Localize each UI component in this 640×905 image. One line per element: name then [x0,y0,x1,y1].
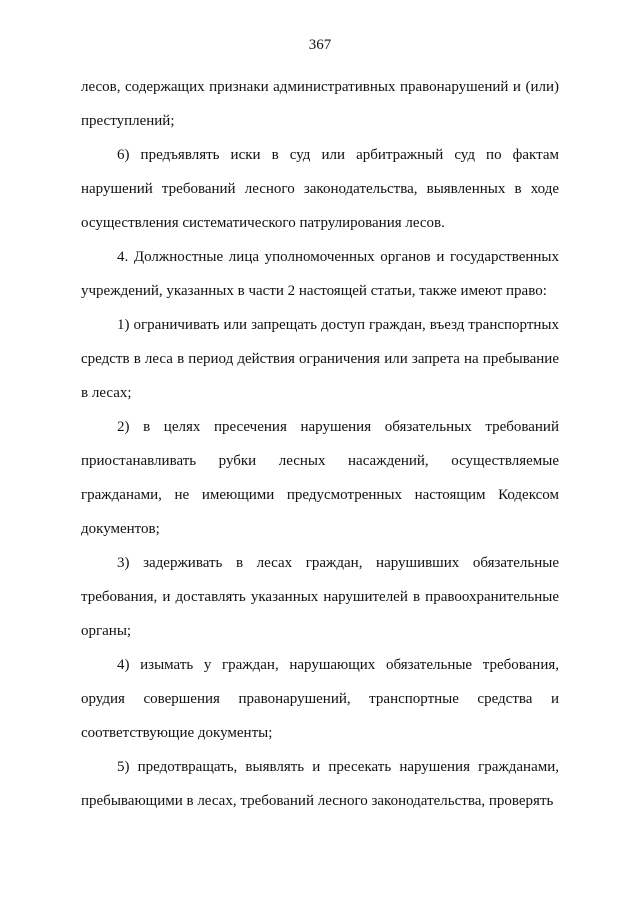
paragraph-continuation: лесов, содержащих признаки административных правонарушений и (или) преступлений; [81,79,559,129]
document-body [81,70,559,818]
paragraph-item-3: 3) задерживать в лесах граждан, нарушивших обязательные требования, и доставлять указанных нарушителей в правоохранительные органы; [81,555,559,639]
paragraph-item-1: 1) ограничивать или запрещать доступ граждан, въезд транспортных средств в леса в период действия ограничения или запрета на пребывание в лесах; [81,317,559,401]
paragraph-item-2: 2) в целях пресечения нарушения обязательных требований приостанавливать рубки лесных насаждений, осуществляемые гражданами, не имеющими предусмотренных настоящим Кодексом документов; [81,419,559,537]
paragraph-section-4: 4. Должностные лица уполномоченных органов и государственных учреждений, указанных в части 2 настоящей статьи, также имеют право: [81,249,559,299]
paragraph-item-4: 4) изымать у граждан, нарушающих обязательные требования, орудия совершения правонарушений, транспортные средства и соответствующие документы; [81,657,559,741]
paragraph-item-5: 5) предотвращать, выявлять и пресекать нарушения гражданами, пребывающими в лесах, требований лесного законодательства, проверять [81,759,559,809]
paragraph-item-6: 6) предъявлять иски в суд или арбитражный суд по фактам нарушений требований лесного законодательства, выявленных в ходе осуществления систематического патрулирования лесов. [81,147,559,231]
page-number: 367 [308,37,332,53]
